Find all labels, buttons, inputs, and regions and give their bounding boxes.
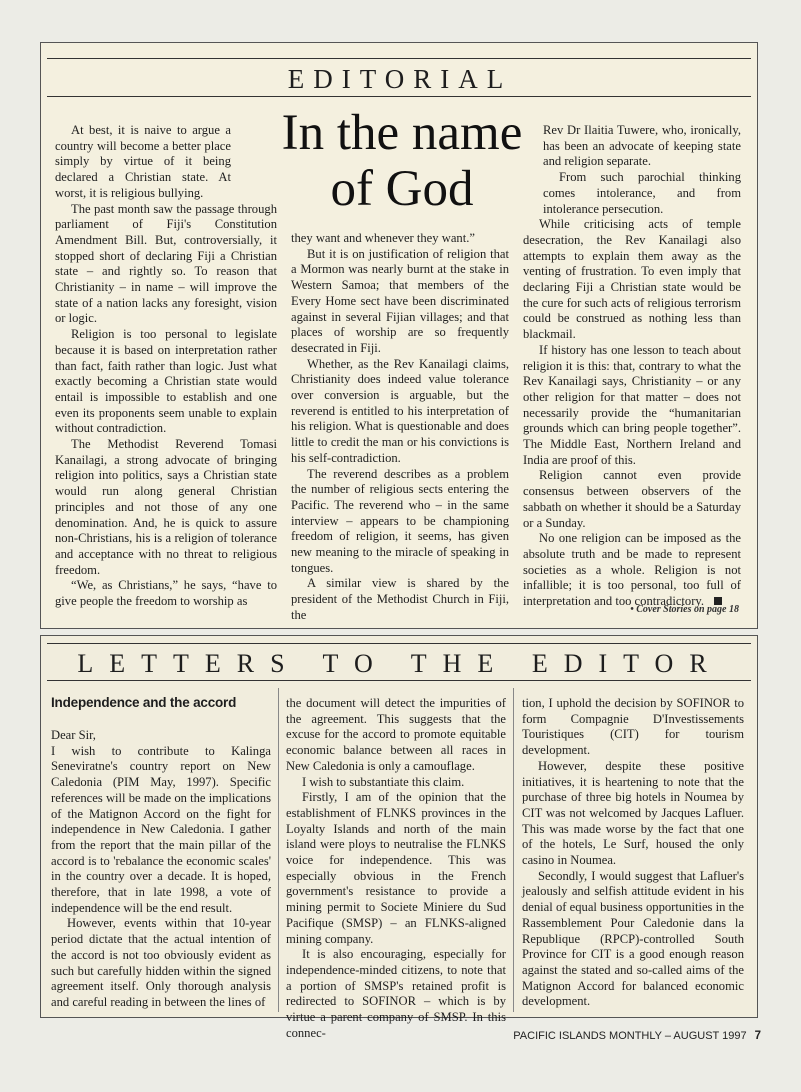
title-rule: [47, 680, 751, 681]
title-rule: [47, 96, 751, 97]
paragraph: Firstly, I am of the opinion that the establishment of FLNKS provinces in the Loyalty Islands and north of the main island were ploys to neutralise the FLNKS voice for independence. This was especially obvious in the French government's resistance to provide a mining permit to Societe Miniere du Sud Pacifique (SMSP) – an FLNKS-aligned mining company.: [286, 790, 506, 946]
paragraph: The Methodist Reverend Tomasi Kanailagi, a strong advocate of bringing religion into politics, says a Christian state would run along general Christian principles and not those of any one denomination. And, he is quick to assure non-Christians, his is a religion of tolerance and acceptance with no threat to religious freedom.: [55, 437, 277, 577]
editorial-column-1: [55, 123, 277, 609]
paragraph: I wish to substantiate this claim.: [302, 774, 465, 789]
paragraph: If history has one lesson to teach about religion it is this: that, contrary to what the Rev Kanailagi says, Christianity – or any other religion for that matter – does not necessarily provide the “humanitarian grounds which can bring people together”. The Middle East, Northern Ireland and India are proof of this.: [523, 342, 741, 467]
headline: In the name of God: [281, 105, 523, 217]
column-divider: [513, 688, 514, 1012]
page-number: 7: [754, 1030, 761, 1042]
paragraph: tion, I uphold the decision by SOFINOR to form Compagnie D'Investissements Touristiques (CIT) for tourism development.: [522, 696, 744, 758]
publication-name: PACIFIC ISLANDS MONTHLY – AUGUST 1997: [513, 1030, 747, 1042]
paragraph: The past month saw the passage through parliament of Fiji's Constitution Amendment Bill. But, controversially, it stopped short of declaring Fiji a Christian state – and rightly so. To reason that Christianity – in name – will improve the state of a nation lacks any foresight, vision or logic.: [55, 201, 277, 326]
letter-heading: Independence and the accord: [51, 695, 237, 710]
letters-column-2: [286, 696, 506, 1040]
letters-column-1: [51, 694, 271, 1016]
cover-stories-note: • Cover Stories on page 18: [630, 604, 739, 615]
paragraph: But it is on justification of religion that a Mormon was nearly burnt at the stake in Western Samoa; that members of the Every Home sect have been discriminated against in several Fijian villages; and that places of worship are so frequently desecrated in Fiji.: [291, 246, 509, 355]
top-rule: [47, 643, 751, 644]
paragraph: Religion is too personal to legislate because it is based on interpretation rather than fact, faith rather than logic. Just what exactly becoming a Christian state would entail is impossible to establish and one even its proponents seem unable to explain without contradiction.: [55, 327, 277, 436]
paragraph: From such parochial thinking comes intolerance, and from intolerance persecution.: [543, 170, 741, 216]
paragraph: At best, it is naive to argue a country will become a better place simply by virtue of it being declared a Christian state. At worst, it is religious bullying.: [55, 123, 231, 200]
paragraph: [523, 531, 741, 610]
paragraph-text: No one religion can be imposed as the absolute truth and be made to represent societies as a whole. Religion is not infallible; it is too personal, too full of interpretation and too contradictory.: [523, 531, 741, 609]
paragraph: A similar view is shared by the president of the Methodist Church in Fiji, the: [291, 576, 509, 622]
paragraph: However, events within that 10-year period dictate that the actual intention of the accord is not too obviously evident as such but carefully hidden within the signed agreement itself. Only thorough analysis and careful reading in between the lines of: [51, 916, 271, 1009]
section-title: EDITORIAL: [287, 64, 513, 94]
editorial-column-3: [523, 123, 741, 609]
paragraph: However, despite these positive initiatives, it is heartening to note that the purchase of three big hotels in Noumea by CIT was not welcomed by Jacques Lafluer. This was made worse by the fact that one of the hotels, Le Surf, housed the only casino in Noumea.: [522, 758, 744, 868]
paragraph: Secondly, I would suggest that Lafluer's jealously and selfish attitude evident in his denial of equal business opportunities in the Rassemblement Pour Caledonie dans la Republique (RPCP)-controlled South Province for CIT is a good enough reason against the stated and so-called aims of the Matignon Accord for balanced economic development.: [522, 868, 744, 1009]
paragraph: “We, as Christians,” he says, “have to give people the freedom to worship as: [55, 578, 277, 609]
paragraph: The reverend describes as a problem the number of religious sects entering the Pacific. The reverend who – in the same interview – appears to be championing freedom of religion, it seems, has given new meaning to the miracle of speaking in tongues.: [291, 466, 509, 575]
page-footer: [513, 1030, 761, 1042]
paragraph: they want and whenever they want.”: [291, 231, 475, 245]
paragraph: While criticising acts of temple desecration, the Rev Kanailagi also attempts to explain them away as the venting of frustration. To even imply that declaring Fiji a Christian state would be the cure for such acts of religious terrorism could be construed as nothing less than blackmail.: [523, 217, 741, 342]
editorial-section: [40, 42, 758, 629]
editorial-column-2: [291, 231, 509, 622]
paragraph: It is also encouraging, especially for independence-minded citizens, to note that a portion of SMSP's retained profit is redirected to SOFINOR – which is by virtue a parent company of SMSP. In this connec-: [286, 947, 506, 1040]
column-divider: [278, 688, 279, 1012]
paragraph: Whether, as the Rev Kanailagi claims, Christianity does indeed value tolerance over conversion is arguable, but the reverend is entitled to his interpretation of his religion. What is questionable and does little to credit the man or his convictions is his self-contradiction.: [291, 356, 509, 465]
paragraph: the document will detect the impurities of the agreement. This suggests that the excuse for the accord to promote equitable economic balance between all races in New Caledonia is only a camouflage.: [286, 696, 506, 773]
section-title: LETTERS TO THE EDITOR: [77, 649, 723, 678]
letters-column-3: [522, 696, 744, 1016]
paragraph: Religion cannot even provide consensus between observers of the sabbath on whether it should be a Saturday or a Sunday.: [523, 468, 741, 530]
top-rule: [47, 58, 751, 59]
paragraph: Rev Dr Ilaitia Tuwere, who, ironically, has been an advocate of keeping state and religion separate.: [543, 123, 741, 169]
salutation: Dear Sir,: [51, 728, 96, 742]
paragraph: I wish to contribute to Kalinga Seneviratne's country report on New Caledonia (PIM May, 1997). Specific references will be made on the implications of the Matignon Accord on the fight for independence in New Caledonia. I gather from the report that the main pillar of the accord is to 'rebalance the economic scales' in the country over a decade. It is hoped, therefore, that in late 1998, a vote of independence will be the end result.: [51, 743, 271, 915]
